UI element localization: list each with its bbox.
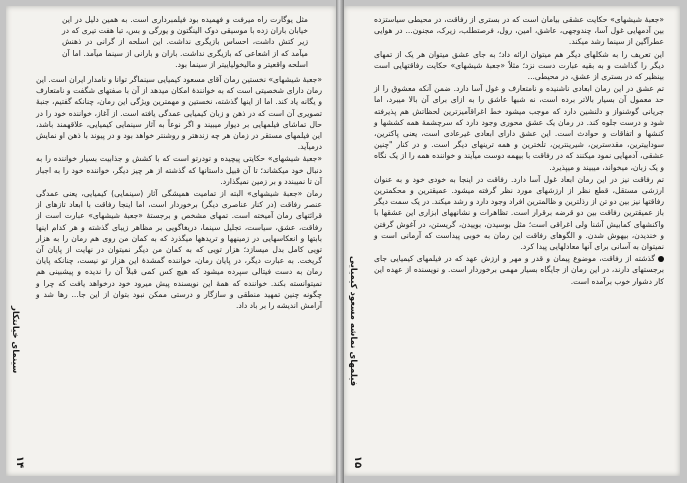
paragraph: این تعریف را به شکلهای دیگر هم میتوان ارائه داد؛ به جای عشق میتوان هر یک از تمهای دیگر را گذاشت و به بقیه عبارت دست نزد؛ مثلاً «جعبهٔ شیشهای» حکایت رفاقتهایی است بینظیر که در بستری از عشق، در محیطی... bbox=[374, 49, 664, 82]
paragraph: تم عشق در این رمان ابعادی ناشنیده و نامتعارف و غول آسا دارد. ضمن آنکه معشوق را از حد معمول آن بسیار بالاتر برده است، نه شبها عاشق را به ازای برای آن بالا میبرد، اما جریانی گوشنواز و دلنشین دارد که موجب میشود خط اغراقآمیزترین لحظاتش هم پذیرفته شود و درست جلوه کند. در رمان یک عشق محوری وجود دارد که سرچشمهٔ همه کششها و کنشها و اتفاقات و حوادث است. این عشق دارای ابعادی غیرعادی است، یعنی پاکترین، سوداییترین، مقدسترین، شیرینترین، تلخترین و همه ترینهای دیگر است. و در کنار "چنین عشقی، آدمهایی نمود میکنند که در رفاقت با بیهمه دوست میآیند و خواننده همه را از یک نگاه و یک زبان، میخواند، میبیند و میپذیرد. bbox=[374, 84, 664, 172]
paragraph: تم رفاقت نیز در این رمان ابعاد غول آسا دارد. رفاقت در اینجا به خودی خود و به عنوان ارزشی مستقل، قطع نظر از ارزشهای مورد نظر گرفته میشود. عمیقترین و محکمترین رفاقتها نیز بین دو تن از رذلترین و ظالمترین افراد وجود دارد و رشد میکند. در یک سمت دیگر باز عمیقترین رفاقت بین دو قرضه برقرار است. تظاهرات و نشانههای ابزاری این عشقها با واکنشهای کمابیش آشنا ولی اغراقی است؛ مثل بوسیدن، بوییدن، گریستن، در آغوش گرفتن و خندیدن، بیهوش شدن. و الگوهای رفاقت این رمان به خوبی پیداست که آرمانی است و نمیتوان به آسانی برای آنها معادلهایی پیدا کرد. bbox=[374, 174, 664, 252]
page-number: ۱۴ bbox=[14, 455, 25, 468]
right-page-text bbox=[374, 14, 664, 468]
paragraph: «جعبهٔ شیشهای» حکایتی پیچیده و تودرتو است که با کشش و جذابیت بسیار خواننده را به دنبال خود میکشاند؛ تا آن قبیل داستانها که گذشته از هر چیز دیگر، خواننده خود را به اجبار آن تا نمیبندد و بر زمین نمیگذارد. bbox=[36, 154, 322, 186]
paragraph: گذشته از رفاقت، موضوع پیمان و قدر و مهر و ارزش عهد که در فیلمهای کیمیایی جای برجستهای دارند، در این رمان از جایگاه بسیار مهمی برخوردار است. و نویسنده از عهده این کار دشوار خوب برآمده است. bbox=[374, 254, 664, 286]
page-number: ۱۵ bbox=[352, 455, 363, 468]
bullet-icon bbox=[658, 256, 664, 262]
block-quote: مثل یوگارت راه میرفت و فهمیده بود فیلمبرداری است. به همین دلیل در این خیابان باران زده با موسیقی دوک الینگتون و یورگی و بس، تبا هفت تیری که در زیر کتش داشت، احساس بازیگری نداشت. این اسلحه از گرانی در ذهنش میآمد که از اشعاعی که بازیگری نداشت. باران و بارانی از سینما میآمد. اما آن اسلحه واقعیتر و مالیخولیاییتر از سینما بود. bbox=[62, 15, 308, 69]
bullet-paragraph bbox=[374, 253, 664, 287]
paragraph: رمان «جعبهٔ شیشهای» البته از تمامیت همیشگی آثار (سینمایی) کیمیایی، یعنی عمدگی عنصر رفاقت (در کنار عناصری دیگر) برخوردار است، اما اینجا رفاقت با ابعاد تازهای از قرائتهای رمان آمیخته است. تمهای مشخص و برجستهٔ «جعبهٔ شیشهای» عبارت است از رفاقت، عشق، سیاست، تجلیل سینما، دریغاگویی بر مظاهر زیبای گذشته و هر کدام اینها بابتها و انعکاسهایی در زمینهها و تریدهها میگذرد که به کمان من روی هم رمان را به هزار تویی کامل بدل میسازد؛ هزار تویی که به کمان من دیگر نمیتوان در نهایت از پایان آن گریخت. به عبارت دیگر، در پایان رمان، خواننده گمشدهٔ این هزار تو نیست، چنانکه پایان رمان به دست فیتالی سپرده میشود که هیچ کس کمی قبلاً آن را ندیده و پیشبینی هم نمیتوانسته بکند. خواننده که همهٔ این نویسنده پیش میرود خود درخواهد یافت که چرا و چگونه چنین تمهید منطقی و سازگار و درستی ممکن نبود بتوان از این جا... رها شد و آرامش اندیشه را بر باد داد. bbox=[36, 189, 322, 311]
paragraph: «جعبهٔ شیشهای» حکایت عشقی بیامان است که در بستری از رفاقت، در محیطی سیاستزده بین آدمهایی غول آسا، چندوجهی، عاشق، امین، رول، فرصتطلب، زیرک، مجنون... در هوایی عطرآگین از سینما رشد میکند. bbox=[374, 15, 664, 47]
left-page bbox=[6, 6, 336, 476]
left-page-text bbox=[36, 14, 322, 468]
running-head: فیلمهای نماشه مسعود کیمیایی bbox=[348, 256, 358, 387]
right-page bbox=[344, 6, 680, 476]
book-gutter bbox=[336, 0, 344, 483]
paragraph: «جعبهٔ شیشهای» نخستین رمان آقای مسعود کیمیایی سینماگر توانا و نامدار ایران است. این رمان دارای شخصیتی است که به خوانندهٔ امکان میدهد از آن با صفتهای شگفت و نامتعارف و یگانه یاد کند. اما از اینها گذشته، نخستین و مهمترین ویژگی این رمان، چنانکه گفتیم، جنبهٔ تصویری آن است که در ذهن و زبان کیمیایی عمدگی یافته است. از آغاز، خواننده خود را در حال تماشای فیلمهایی بر دیوار میبیند و اگر نوعاً به آثار سینمایی کیمیایی، علاقهمند باشد، این فیلمهای مستقر در زمان هر چه زندهتر و روشنتر خواهد بود و در پیوند با ذهن او نمایش درمیآید. bbox=[36, 75, 322, 152]
running-head: سینمای خیانتکار bbox=[10, 306, 20, 374]
